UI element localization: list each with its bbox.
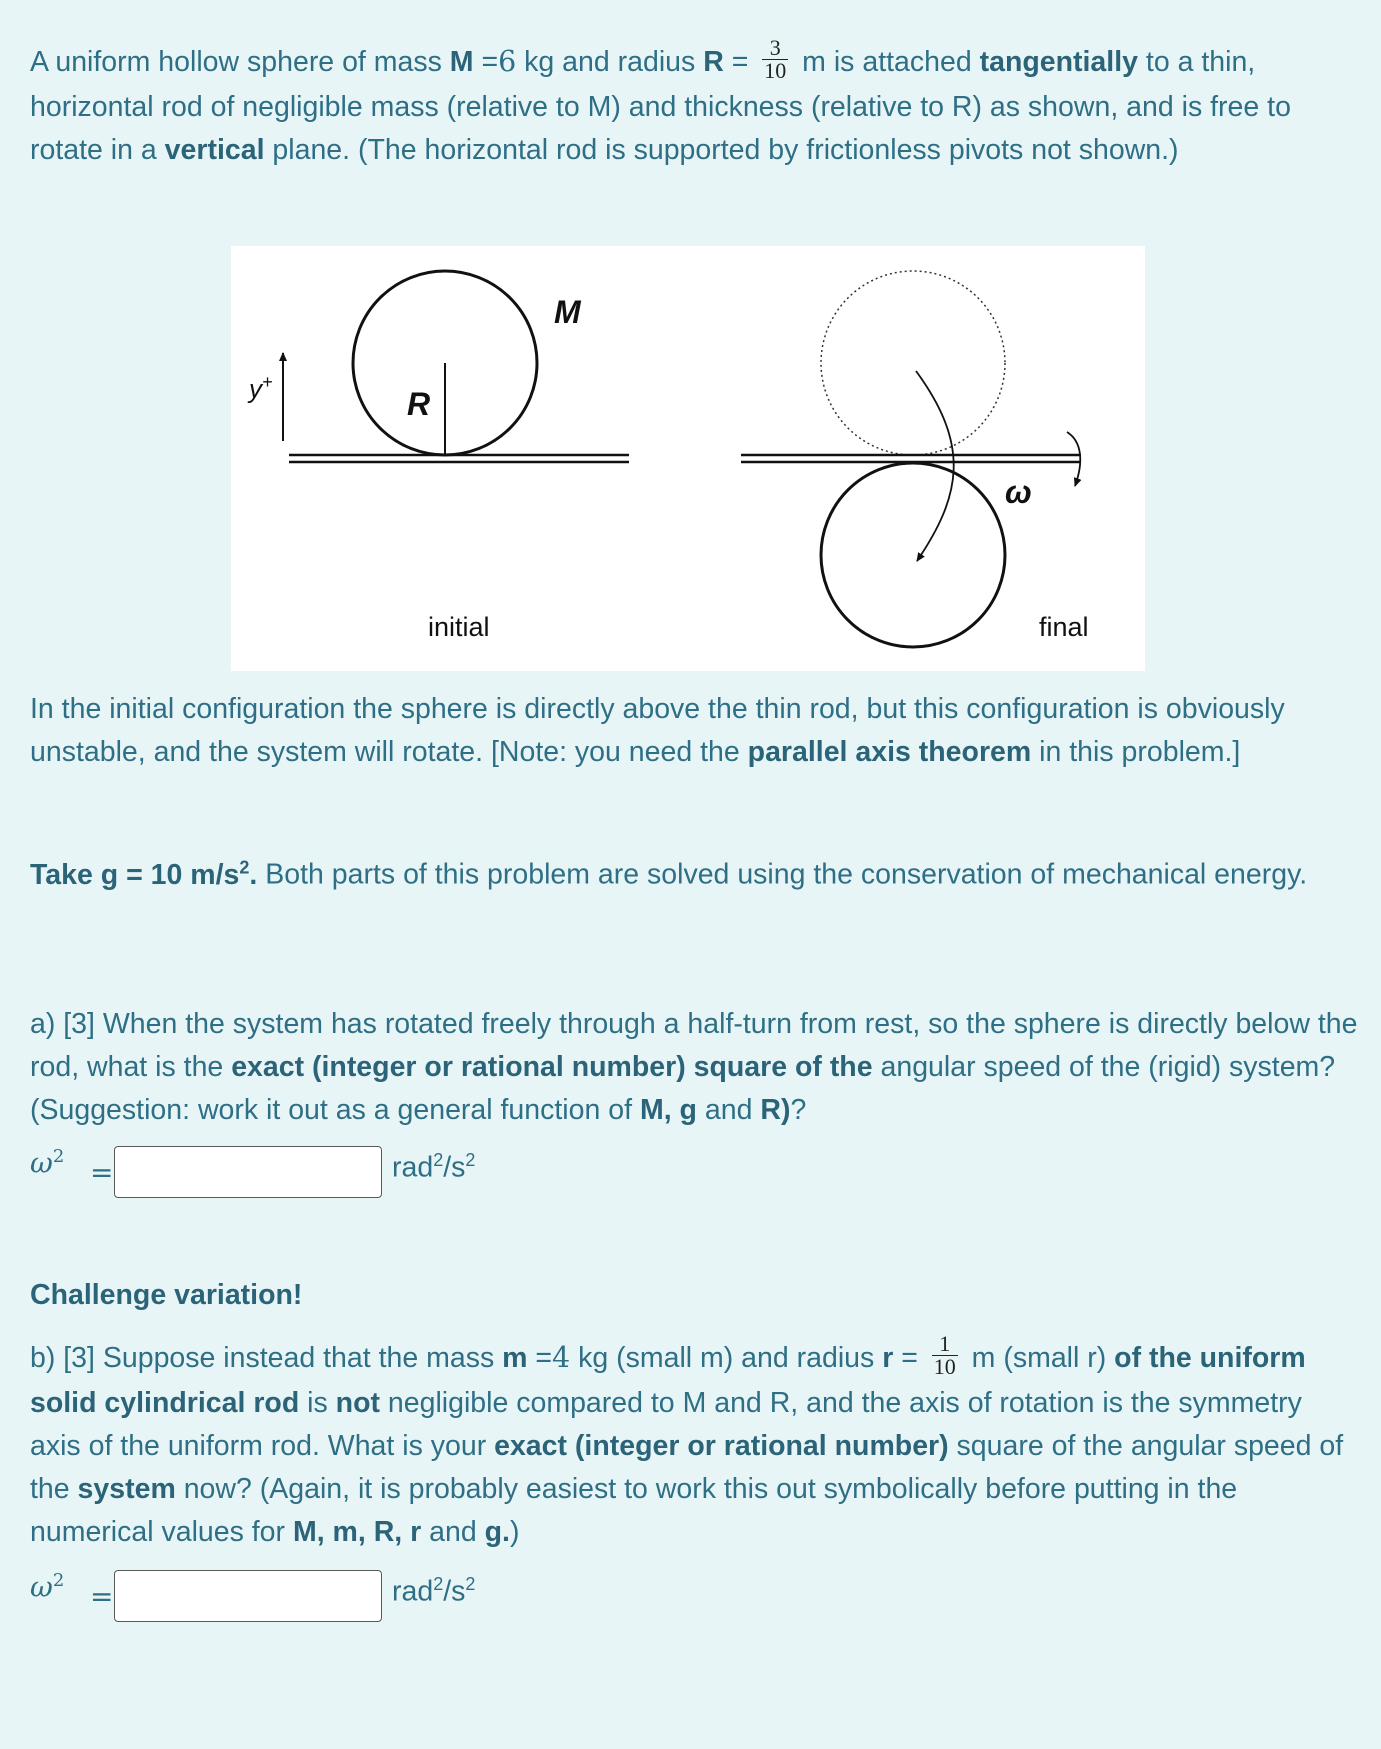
omega-diagram-label: ω [1005,474,1032,510]
part-a-text: and [696,1094,761,1126]
rod-radius-numerator: 1 [932,1333,958,1356]
part-b-answer-input[interactable] [114,1570,382,1622]
radius-numerator: 3 [762,37,788,60]
initial-rod [289,455,629,462]
equals-sign: = [90,1156,114,1189]
intro-text: = [723,46,757,78]
part-b-omega-label [30,1570,64,1603]
part-a-units [392,1150,475,1185]
radius-symbol: R [703,46,724,78]
mass-diagram-label: M [554,294,581,330]
omega-rotation-arrow [1067,432,1080,486]
exact-emphasis: exact (integer or rational number) [494,1429,949,1462]
part-b-question [30,1330,1360,1554]
var-g: g [679,1094,697,1126]
part-a-text: a) [3] When the system has rotated freely through a half-turn from rest, so the sphere is directly below the rod, what is the [30,1008,1358,1083]
part-b-answer-row [30,1570,550,1626]
units-per-s: /s [443,1151,466,1184]
omega-exponent: 2 [52,1146,65,1167]
units-rad: rad [392,1151,434,1184]
gravity-value [30,859,257,891]
intro-text: kg and radius [516,46,704,78]
rod-radius-fraction [932,1330,958,1379]
gravity-paragraph [30,846,1360,897]
initial-caption: initial [428,612,490,642]
units-per-s: /s [443,1575,466,1608]
final-sphere [821,463,1005,647]
not-emphasis: not [335,1386,380,1419]
gravity-text: Take g = 10 m/s [30,858,240,891]
rod-radius-denominator: 10 [933,1353,956,1379]
part-b-text: square of the angular speed of the [30,1429,1344,1505]
part-b-text: negligible compared to M and R, and the axis of rotation is the symmetry axis of the uniform rod. What is your [30,1386,1302,1462]
note-text: In the initial configuration the sphere is directly above the thin rod, but this configuration is obviously unstable, and the system will rotate. [Note: you need the [30,693,1285,768]
units-exponent: 2 [433,1150,444,1170]
intro-text: plane. (The horizontal rod is supported by frictionless pivots not shown.) [264,133,1179,166]
note-paragraph [30,688,1360,774]
units-exponent: 2 [433,1574,444,1594]
part-a-text: ? [790,1094,807,1126]
units-exponent: 2 [465,1574,476,1594]
part-b-text: kg (small m) and radius [570,1342,883,1374]
part-b-text: m (small r) [963,1342,1115,1374]
part-a-question [30,1003,1360,1132]
intro-paragraph [30,34,1360,172]
note-text: in this problem.] [1031,736,1241,768]
variables-emphasis: M, m, R, r [292,1515,422,1548]
challenge-heading-text: Challenge variation! [30,1279,303,1311]
omega-symbol: ω [30,1146,53,1180]
intro-text: = [473,46,499,78]
intro-text: to a thin, horizontal rod of negligible mass (relative to M) and thickness (relative to R) as shown, and is free to rotate in a [30,46,1291,166]
y-axis-symbol: y [249,373,262,404]
part-b-text: and [421,1515,485,1548]
units-rad: rad [392,1575,434,1608]
equals-sign: = [90,1580,114,1613]
final-caption: final [1039,612,1089,642]
mass-value: 6 [498,45,517,78]
rod-emphasis: of the uniform solid cylindrical rod [30,1342,1306,1419]
var-r: r [882,1342,894,1374]
diagram-drawing [231,246,1145,671]
part-a-answer-input[interactable] [114,1146,382,1198]
omega-exponent: 2 [52,1570,65,1591]
intro-text: m is attached [794,46,980,78]
var-m: m [502,1342,528,1374]
units-exponent: 2 [465,1150,476,1170]
part-a-answer-row [30,1146,550,1202]
radius-denominator: 10 [764,57,787,83]
part-b-text: = [527,1342,553,1374]
gravity-exponent: 2 [239,857,250,877]
challenge-heading [30,1274,1360,1317]
part-b-text: is [299,1386,336,1419]
vertical-emphasis: vertical [164,133,265,166]
system-emphasis: system [77,1472,176,1505]
radius-diagram-label: R [407,386,431,422]
rod-mass-value: 4 [552,1341,571,1374]
omega-symbol: ω [30,1570,53,1604]
parallel-axis-emphasis: parallel axis theorem [747,736,1032,768]
tangentially-emphasis: tangentially [979,46,1138,78]
radius-fraction [762,34,788,83]
gravity-period: . [249,858,258,891]
part-b-text: = [893,1342,926,1374]
mass-symbol: M [449,46,474,78]
intro-text: A uniform hollow sphere of mass [30,46,450,78]
initial-position-ghost-circle [821,271,1005,455]
var-R: R) [760,1094,791,1126]
part-a-text [672,1094,680,1126]
part-b-text: ) [509,1515,520,1548]
part-a-emphasis: exact (integer or rational number) square of the [231,1051,873,1083]
part-b-text: now? (Again, it is probably easiest to work this out symbolically before putting in the numerical values for [30,1472,1238,1548]
part-a-omega-label [30,1146,64,1179]
y-axis-plus: + [262,372,273,392]
part-a-text: angular speed of the (rigid) system? (Suggestion: work it out as a general function of [30,1051,1336,1126]
y-axis-label [249,372,273,405]
gravity-text: Both parts of this problem are solved using the conservation of mechanical energy. [257,858,1308,891]
part-b-text: b) [3] Suppose instead that the mass [30,1342,503,1374]
var-g: g. [484,1515,510,1548]
physics-diagram [231,246,1145,671]
final-rod [741,455,1081,462]
var-M: M, [639,1094,672,1126]
part-b-units [392,1574,475,1609]
